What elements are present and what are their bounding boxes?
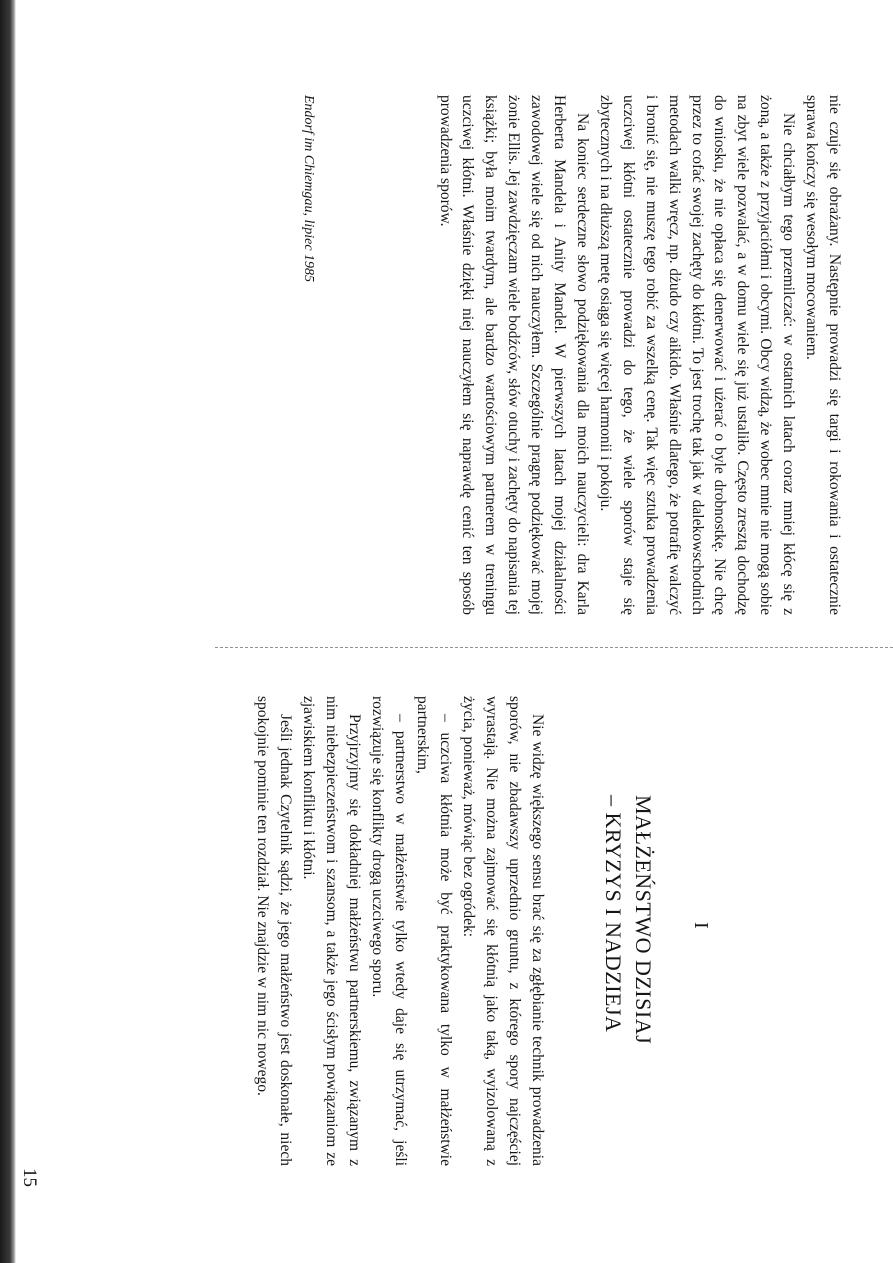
preface-text-block — [185, 95, 845, 615]
paragraph: Nie chciałbym tego przemilczać: w ostatnich latach coraz mniej kłócę się z żoną, a także z przyjaciółmi i obcymi. Obcy widzą, że wobec mnie nie mogą sobie na zbyt wiele pozwalać, a w domu wiele się już ustaliło. Często zresztą dochodzę do wniosku, że nie opłaca się denerwować i użerać o byle drobnostkę. Nie chcę przez to cofać swojej zachęty do kłótni. To jest trochę tak jak w dalekowschodnich metodach walki wręcz, np. dżudo czy aikido. Właśnie dlatego, że potrafię walczyć i bronić się, nie muszę tego robić za wszelką cenę. Tak więc sztuka prowadzenia uczciwej kłótni ostatecznie prowadzi do tego, że wiele sporów staje się zbytecznych i na dłuższą metę osiąga się więcej harmonii i pokoju. — [596, 95, 798, 615]
paragraph: Przyjrzyjmy się dokładniej małżeństwu partnerskiemu, związanym z nim niebezpieczeństwom i szansom, a także jego ścisłym powiązaniom ze zjawiskiem konfliktu i kłótni. — [299, 696, 363, 1166]
chapter-text-block — [188, 696, 548, 1166]
list-item: – partnerstwo w małżeństwie tylko wtedy daje się utrzymać, jeśli rozwiązuje się konflikty drogą uczciwego sporu. — [368, 696, 409, 1166]
chapter-title-line-2: – KRYZYS I NADZIEJA — [601, 795, 626, 1033]
scan-edge-shadow — [0, 0, 16, 1263]
page-number: 15 — [19, 1168, 40, 1187]
signature-place-date: Endorf im Chiemgau, lipiec 1985 — [301, 95, 316, 283]
list-item: – uczciwa kłótnia może być praktykowana tylko w małżeństwie partnerskim, — [414, 696, 455, 1166]
chapter-number: I — [690, 922, 712, 929]
paragraph: Na koniec serdeczne słowo podziękowania dla moich nauczycieli: dra Karla Herberta Mandela i Anity Mandel. W pierwszych latach mojej działalności zawodowej wiele się od nich nauczyłem. Szczególnie pragnę podziękować mojej żonie Ellis. Jej zawdzięczam wiele bodźców, słów otuchy i zachęty do napisania tej książki; była moim twardym, ale bardzo wartościowym partnerem w treningu uczciwej kłótni. Właśnie dzięki niej nauczyłem się naprawdę cenić ten sposób prowadzenia sporów. — [436, 95, 592, 615]
chapter-number-block — [690, 922, 712, 962]
signature-block — [298, 95, 318, 495]
chapter-title-line-1: MAŁŻEŃSTWO DZISIAJ — [631, 795, 656, 1045]
paragraph: nie czuje się obrażany. Następnie prowadzi się targi i rokowania i ostatecznie sprawa kończy się wesołym mocowaniem. — [803, 95, 843, 615]
page-divider — [215, 647, 893, 648]
paragraph: Jeśli jednak Czytelnik sądzi, że jego małżeństwo jest doskonałe, niech spokojnie pominie ten rozdział. Nie znajdzie w nim nic nowego. — [254, 696, 295, 1166]
paragraph: Nie widzę większego sensu brać się za zgłębianie technik prowadzenia sporów, nie zbadawszy uprzednio gruntu, z którego spory najczęściej wyrastają. Nie można zajmować się kłótnią jako taką, wyizolowaną z życia, ponieważ, mówiąc bez ogródek: — [460, 696, 546, 1166]
chapter-title-block — [588, 795, 658, 1155]
